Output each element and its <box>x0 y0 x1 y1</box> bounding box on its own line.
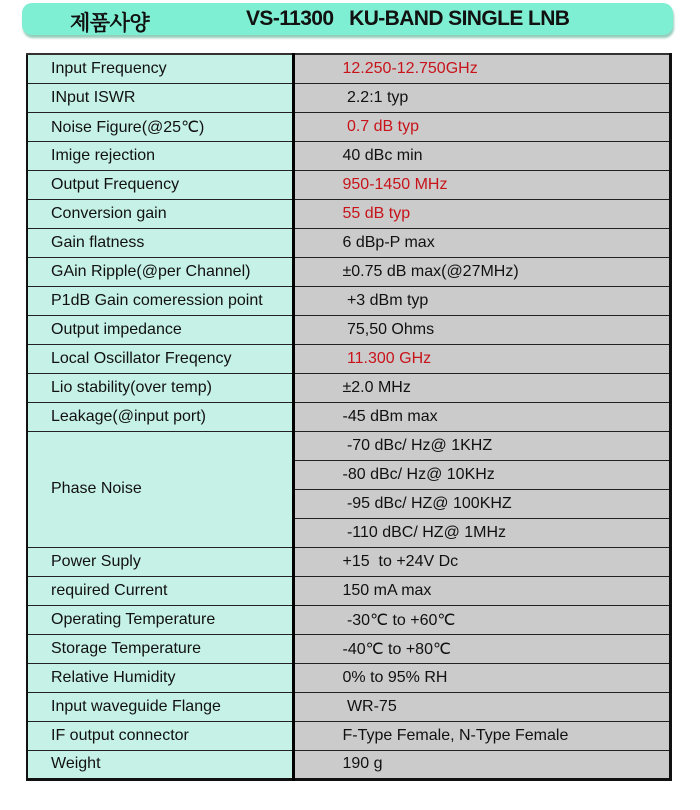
spec-row <box>27 54 671 83</box>
spec-param-label: IF output connector <box>27 721 293 750</box>
spec-param-label: Weight <box>27 750 293 779</box>
spec-value: 150 mA max <box>293 576 671 605</box>
spec-param-label: Storage Temperature <box>27 634 293 663</box>
spec-param-label: Conversion gain <box>27 199 293 228</box>
spec-value: WR-75 <box>293 692 671 721</box>
spec-value: +3 dBm typ <box>293 286 671 315</box>
spec-row <box>27 402 671 431</box>
spec-row <box>27 373 671 402</box>
spec-param-label: Leakage(@input port) <box>27 402 293 431</box>
spec-row <box>27 692 671 721</box>
spec-value: ±0.75 dB max(@27MHz) <box>293 257 671 286</box>
spec-param-label: Output impedance <box>27 315 293 344</box>
spec-param-label: INput ISWR <box>27 83 293 112</box>
spec-param-label: required Current <box>27 576 293 605</box>
spec-row <box>27 634 671 663</box>
spec-value: -95 dBc/ HZ@ 100KHZ <box>293 489 671 518</box>
spec-table <box>26 53 672 781</box>
spec-value: -70 dBc/ Hz@ 1KHZ <box>293 431 671 460</box>
spec-value: 40 dBc min <box>293 141 671 170</box>
spec-param-label: Relative Humidity <box>27 663 293 692</box>
spec-table-body <box>27 54 671 779</box>
spec-param-label: P1dB Gain comeression point <box>27 286 293 315</box>
spec-param-label: Input waveguide Flange <box>27 692 293 721</box>
spec-row <box>27 228 671 257</box>
spec-value: ±2.0 MHz <box>293 373 671 402</box>
spec-row <box>27 83 671 112</box>
spec-param-label: Operating Temperature <box>27 605 293 634</box>
spec-row <box>27 431 671 460</box>
spec-param-label: Gain flatness <box>27 228 293 257</box>
spec-value: 12.250-12.750GHz <box>293 54 671 83</box>
spec-param-label: Input Frequency <box>27 54 293 83</box>
spec-param-label: Lio stability(over temp) <box>27 373 293 402</box>
spec-value: -80 dBc/ Hz@ 10KHz <box>293 460 671 489</box>
spec-value: +15 to +24V Dc <box>293 547 671 576</box>
spec-value: 950-1450 MHz <box>293 170 671 199</box>
spec-row <box>27 199 671 228</box>
spec-value: 6 dBp-P max <box>293 228 671 257</box>
title-banner <box>22 3 673 35</box>
spec-param-label: Power Suply <box>27 547 293 576</box>
spec-value: 0.7 dB typ <box>293 112 671 141</box>
spec-value: 190 g <box>293 750 671 779</box>
spec-row <box>27 315 671 344</box>
spec-param-label: GAin Ripple(@per Channel) <box>27 257 293 286</box>
spec-value: 75,50 Ohms <box>293 315 671 344</box>
spec-param-label: Phase Noise <box>27 431 293 547</box>
model-title: VS-11300 KU-BAND SINGLE LNB <box>246 7 570 30</box>
spec-row <box>27 576 671 605</box>
spec-row <box>27 721 671 750</box>
spec-param-label: Output Frequency <box>27 170 293 199</box>
spec-value: 11.300 GHz <box>293 344 671 373</box>
spec-row <box>27 750 671 779</box>
spec-value: 0% to 95% RH <box>293 663 671 692</box>
spec-param-label: Imige rejection <box>27 141 293 170</box>
spec-row <box>27 605 671 634</box>
spec-value: 55 dB typ <box>293 199 671 228</box>
spec-row <box>27 286 671 315</box>
spec-value: -40℃ to +80℃ <box>293 634 671 663</box>
spec-value: -110 dBC/ HZ@ 1MHz <box>293 518 671 547</box>
spec-value: -30℃ to +60℃ <box>293 605 671 634</box>
spec-value: F-Type Female, N-Type Female <box>293 721 671 750</box>
spec-row <box>27 112 671 141</box>
spec-row <box>27 344 671 373</box>
spec-param-label: Noise Figure(@25℃) <box>27 112 293 141</box>
spec-row <box>27 257 671 286</box>
spec-value: -45 dBm max <box>293 402 671 431</box>
spec-param-label: Local Oscillator Freqency <box>27 344 293 373</box>
spec-row <box>27 547 671 576</box>
spec-value: 2.2:1 typ <box>293 83 671 112</box>
spec-row <box>27 663 671 692</box>
spec-row <box>27 170 671 199</box>
korean-title: 제품사양 <box>70 11 150 35</box>
spec-row <box>27 141 671 170</box>
